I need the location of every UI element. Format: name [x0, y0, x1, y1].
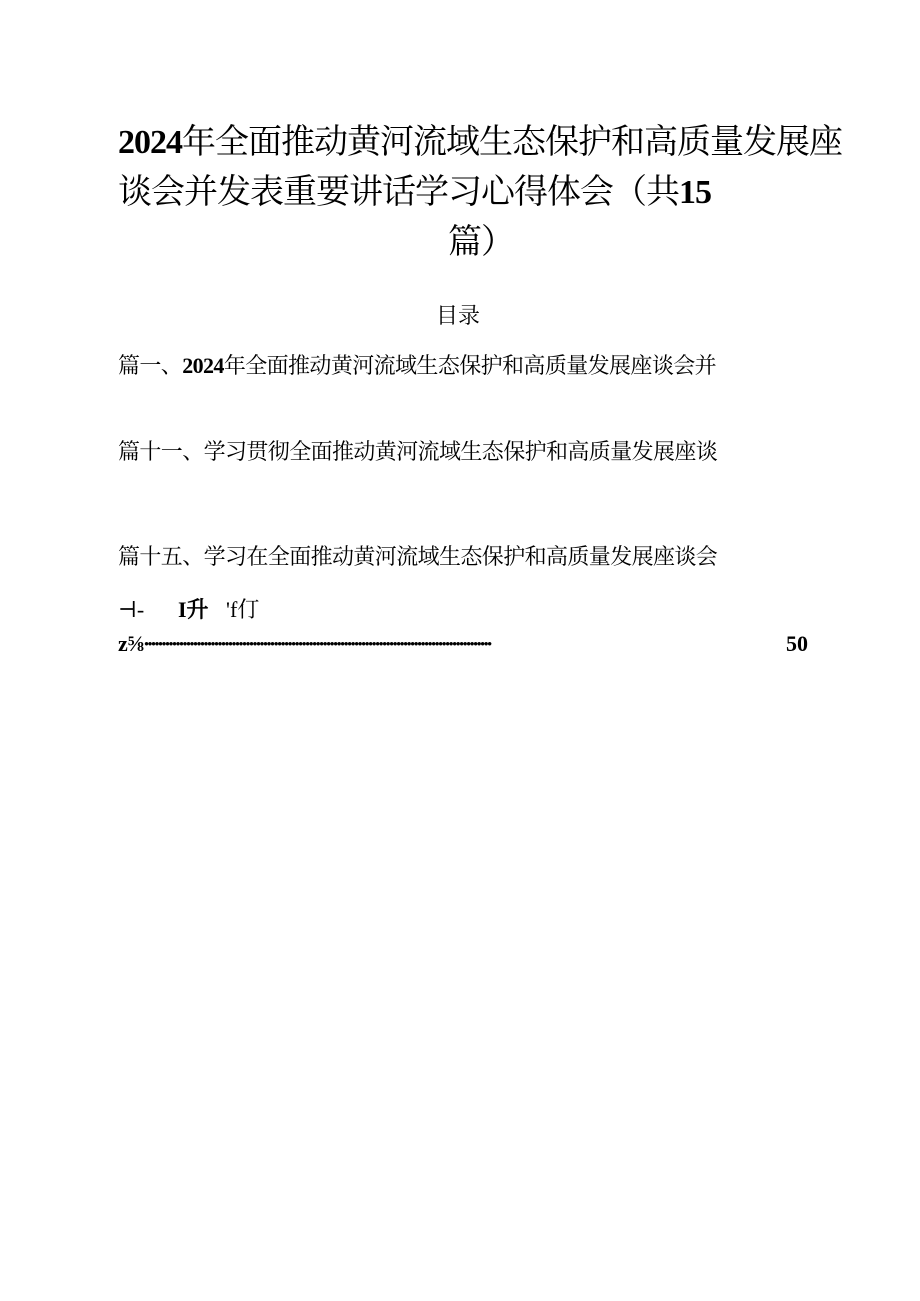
toc-dot-leader: ••••••••••••••••••••••••••••••••••••••••••••••••••••••••••••••••••••••••••••••••••••••••••••••••••• — [144, 636, 491, 651]
toc-item-text: 篇十一、学习贯彻全面推动黄河流域生态保护和高质量发展座谈 — [118, 440, 718, 465]
toc-item-prefix: 篇一、 — [118, 354, 183, 379]
toc-item-text: 篇十五、学习在全面推动黄河流域生态保护和高质量发展座谈会 — [118, 545, 718, 570]
toc-page-number: 50 — [786, 631, 808, 656]
toc-item[interactable] — [118, 437, 717, 469]
toc-item-text: 年全面推动黄河流域生态保护和高质量发展座谈会并 — [223, 354, 717, 379]
garbled-text-fragment: I升 — [178, 597, 209, 622]
title-year: 2024 — [118, 124, 182, 161]
document-title-line-3 — [448, 218, 514, 266]
toc-item[interactable] — [118, 350, 716, 383]
document-title-line-2 — [118, 168, 711, 217]
toc-item-year: 2024 — [182, 353, 224, 378]
garbled-text-fragment: 'f仃 — [226, 597, 260, 622]
toc-heading: 目录 — [435, 304, 480, 329]
title-count: 15 — [679, 174, 711, 211]
garbled-text-fragment: ⊣- — [118, 597, 145, 622]
title-text-3: 篇） — [448, 222, 514, 262]
document-title-line-1 — [118, 118, 842, 167]
toc-leader-row[interactable] — [118, 630, 808, 658]
title-text-2: 谈会并发表重要讲话学习心得体会（共 — [118, 172, 679, 212]
title-text-1: 年全面推动黄河流域生态保护和高质量发展座 — [182, 122, 842, 162]
toc-leader-start: z⅝ — [118, 631, 145, 656]
toc-item[interactable] — [118, 542, 717, 574]
